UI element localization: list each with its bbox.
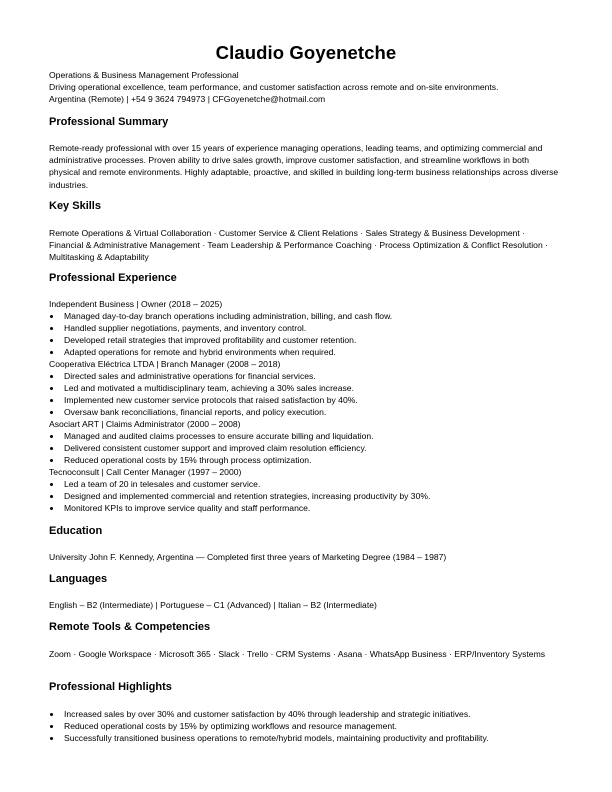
list-item: Oversaw bank reconciliations, financial reports, and policy execution. [49,406,430,418]
list-item: Reduced operational costs by 15% by optimizing workflows and resource management. [49,720,489,732]
skills-heading: Key Skills [49,200,101,212]
job-bullets [49,430,430,466]
list-item: Led a team of 20 in telesales and customer service. [49,478,430,490]
list-item: Monitored KPIs to improve service quality and staff performance. [49,502,430,514]
job-bullets [49,310,430,358]
job-title: Asociart ART | Claims Administrator (2000 – 2008) [49,419,241,429]
list-item: Managed and audited claims processes to ensure accurate billing and liquidation. [49,430,430,442]
job-title: Tecnoconsult | Call Center Manager (1997 – 2000) [49,467,242,477]
list-item: Successfully transitioned business operations to remote/hybrid models, maintaining productivity and profitability. [49,732,489,744]
list-item: Increased sales by over 30% and customer satisfaction by 40% through leadership and strategic initiatives. [49,708,489,720]
summary-text: Remote-ready professional with over 15 years of experience managing operations, leading teams, and optimizing commercial and administrative processes. Proven ability to drive sales growth, improve customer satisfaction, and streamline workflows in both physical and remote environments. Highly adaptable, proactive, and skilled in building long-term business relationships across diverse industries. [49,143,559,190]
list-item: Delivered consistent customer support and improved claim resolution efficiency. [49,442,430,454]
job-title: Cooperativa Eléctrica LTDA | Branch Manager (2008 – 2018) [49,359,281,369]
list-item: Directed sales and administrative operations for financial services. [49,370,430,382]
list-item: Designed and implemented commercial and retention strategies, increasing productivity by 30%. [49,490,430,502]
professional-title: Operations & Business Management Professional [49,70,239,80]
languages-text: English – B2 (Intermediate) | Portuguese – C1 (Advanced) | Italian – B2 (Intermediate) [49,600,377,610]
job-bullets [49,478,430,514]
education-text: University John F. Kennedy, Argentina — Completed first three years of Marketing Degree (1984 – 1987) [49,552,447,562]
job-title: Independent Business | Owner (2018 – 2025) [49,299,223,309]
tagline: Driving operational excellence, team performance, and customer satisfaction across remote and on-site environments. [49,82,499,92]
candidate-name: Claudio Goyenetche [215,42,397,63]
summary-heading: Professional Summary [49,116,169,128]
list-item: Led and motivated a multidisciplinary team, achieving a 30% sales increase. [49,382,430,394]
highlights-list [49,708,489,744]
education-heading: Education [49,525,103,537]
list-item: Reduced operational costs by 15% through process optimization. [49,454,430,466]
job-bullets [49,370,430,418]
experience-heading: Professional Experience [49,272,177,284]
skills-text: Remote Operations & Virtual Collaboration · Customer Service & Client Relations · Sales Strategy & Business Development · Financial & Administrative Management · Team Leadership & Performance Coaching · Process Optimization & Conflict Resolution · Multitasking & Adaptability [49,228,548,263]
tools-text: Zoom · Google Workspace · Microsoft 365 · Slack · Trello · CRM Systems · Asana · WhatsApp Business · ERP/Inventory Systems [49,649,546,659]
experience-list [49,298,430,514]
tools-heading: Remote Tools & Competencies [49,621,211,633]
list-item: Developed retail strategies that improved profitability and customer retention. [49,334,430,346]
list-item: Handled supplier negotiations, payments, and inventory control. [49,322,430,334]
highlights-heading: Professional Highlights [49,681,172,693]
list-item: Managed day-to-day branch operations including administration, billing, and cash flow. [49,310,430,322]
contact-info: Argentina (Remote) | +54 9 3624 794973 | CFGoyenetche@hotmail.com [49,94,326,104]
list-item: Adapted operations for remote and hybrid environments when required. [49,346,430,358]
languages-heading: Languages [49,573,108,585]
list-item: Implemented new customer service protocols that raised satisfaction by 40%. [49,394,430,406]
